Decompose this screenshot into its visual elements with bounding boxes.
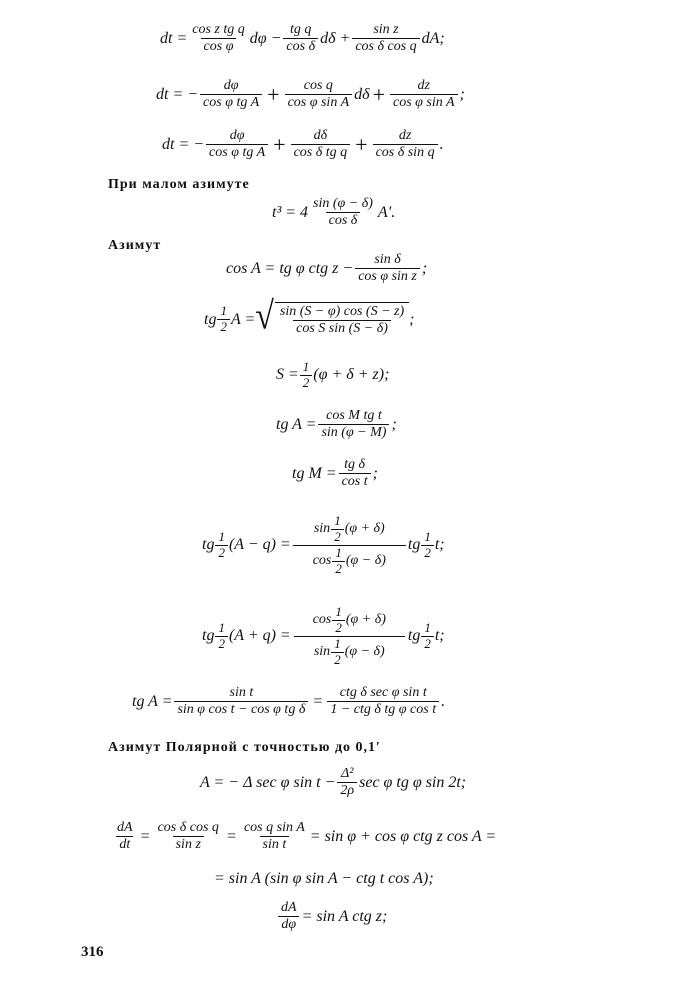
- equation-continuation: = sin A (sin φ sin A − ctg t cos A);: [214, 870, 434, 887]
- fraction: $\frac{\text{tg δ}}{\text{cos t}}$: [339, 457, 371, 490]
- equation-s: S = $\frac{1}{2}$ (φ + δ + z);: [276, 359, 390, 390]
- fraction: $\frac{1}{2}$: [421, 621, 434, 652]
- equation-t-cubed: t³ = 4 $\frac{\sin (\varphi - \delta)}{\text{cos δ}}$ A′.: [272, 196, 396, 229]
- fraction: $\frac{1}{2}$: [331, 514, 344, 545]
- fraction: $\frac{1}{2}$: [215, 530, 228, 561]
- fraction: $\frac{dz}{\text{cos δ sin q}}$: [373, 128, 438, 161]
- equation-tg-a-full: tg A = $\frac{\text{sin t}}{\text{sin φ cos t − cos φ tg δ}}$ = $\frac{\text{ctg δ sec φ sin t}}{\text{1 − ctg δ tg φ cos t}}$ .: [132, 685, 446, 718]
- heading-small-azimuth: При малом азимуте: [108, 177, 250, 192]
- fraction: $\frac{d\varphi}{\text{cos φ tg A}}$: [206, 128, 268, 161]
- fraction: $\frac{1}{2}$: [217, 304, 230, 335]
- fraction: $\frac{1}{2}$: [215, 621, 228, 652]
- fraction: $\frac{\text{sin z}}{\text{cos δ cos q}}$: [352, 22, 419, 55]
- fraction: $\frac{1}{2}$: [421, 530, 434, 561]
- fraction: $\frac{\sin (S - \varphi) \cos (S - z)}{\text{cos S sin (S − δ)}}$: [279, 304, 405, 337]
- fraction: $\frac{\text{cos M tg t}}{\sin (\varphi - M)}$: [318, 408, 389, 441]
- fraction: $\frac{\text{sin t}}{\text{sin φ cos t − cos φ tg δ}}$: [174, 685, 308, 718]
- equation-da-dt: $\frac{dA}{dt}$ = $\frac{\text{cos δ cos q}}{\text{sin z}}$ = $\frac{\text{cos q sin A}}{\text{sin t}}$ = sin φ + cos φ ctg z cos A =: [112, 820, 496, 853]
- equation-tg-half-a: tg $\frac{1}{2}$ A = √ $\frac{\sin (S - \varphi) \cos (S - z)}{\text{cos S sin (S − δ)}}$ ;: [204, 295, 415, 338]
- fraction: $\frac{\text{sin δ}}{\text{cos φ sin z}}$: [355, 252, 420, 285]
- heading-polar-azimuth: Азимут Полярной с точностью до 0,1′: [108, 740, 381, 755]
- fraction: $\frac{1}{2}$: [332, 605, 345, 636]
- fraction: $\frac{\text{cos q sin A}}{\text{sin t}}$: [243, 820, 305, 853]
- fraction: $\frac{\text{ctg δ sec φ sin t}}{\text{1 − ctg δ tg φ cos t}}$: [327, 685, 439, 718]
- fraction: $\frac{1}{2}$: [332, 546, 345, 577]
- equation-dt-2: dt = − $\frac{d\varphi}{\text{cos φ tg A}}$ + $\frac{\text{cos q}}{\text{cos φ sin A}}$ dδ + $\frac{dz}{\text{cos φ sin A}}$ ;: [156, 78, 465, 111]
- equation-tg-a-m: tg A = $\frac{\text{cos M tg t}}{\sin (\varphi - M)}$ ;: [276, 408, 397, 441]
- fraction: $\frac{\sin (\varphi - \delta)}{\text{cos δ}}$: [313, 196, 373, 229]
- fraction: $\frac{d\delta}{\text{cos δ tg q}}$: [291, 128, 351, 161]
- fraction: $\frac{d\varphi}{\text{cos φ tg A}}$: [200, 78, 262, 111]
- fraction: $\frac{\text{cos z tg q}}{\text{cos φ}}$: [192, 22, 245, 55]
- fraction: $\frac{dA}{dt}$: [117, 820, 133, 853]
- fraction: sin $\frac{1}{2}$ (φ + δ) cos $\frac{1}{2}$ (φ − δ): [293, 514, 406, 577]
- square-root: √ $\frac{\sin (S - \varphi) \cos (S - z)}{\text{cos S sin (S − δ)}}$: [255, 302, 409, 337]
- heading-azimuth: Азимут: [108, 238, 162, 253]
- fraction: $\frac{dA}{d\varphi}$: [278, 900, 300, 933]
- equation-dt-3: dt = − $\frac{d\varphi}{\text{cos φ tg A}}$ + $\frac{d\delta}{\text{cos δ tg q}}$ + $\frac{dz}{\text{cos δ sin q}}$ .: [162, 128, 444, 161]
- fraction: $\frac{\text{cos q}}{\text{cos φ sin A}}$: [285, 78, 353, 111]
- equation-tg-half-a-minus-q: tg $\frac{1}{2}$ (A − q) = sin $\frac{1}{2}$ (φ + δ) cos $\frac{1}{2}$ (φ − δ) tg $\frac{1}{2}$ t;: [202, 513, 445, 576]
- fraction: $\frac{1}{2}$: [331, 637, 344, 668]
- equation-tg-half-a-plus-q: tg $\frac{1}{2}$ (A + q) = cos $\frac{1}{2}$ (φ + δ) sin $\frac{1}{2}$ (φ − δ) tg $\frac{1}{2}$ t;: [202, 604, 445, 667]
- equation-tg-m: tg M = $\frac{\text{tg δ}}{\text{cos t}}$ ;: [292, 457, 378, 490]
- equation-polar-a: A = − Δ sec φ sin t − $\frac{\text{Δ²}}{2\rho}$ sec φ tg φ sin 2t;: [200, 766, 467, 799]
- fraction: $\frac{1}{2}$: [300, 360, 313, 391]
- fraction: $\frac{\text{cos δ cos q}}{\text{sin z}}$: [157, 820, 219, 853]
- page-number: 316: [81, 944, 104, 960]
- fraction: $\frac{\text{tg q}}{\text{cos δ}}$: [283, 22, 318, 55]
- fraction: $\frac{\text{Δ²}}{2\rho}$: [337, 766, 357, 799]
- equation-cos-a: cos A = tg φ ctg z − $\frac{\text{sin δ}}{\text{cos φ sin z}}$ ;: [226, 252, 428, 285]
- fraction: $\frac{dz}{\text{cos φ sin A}}$: [390, 78, 458, 111]
- fraction: cos $\frac{1}{2}$ (φ + δ) sin $\frac{1}{2}$ (φ − δ): [293, 605, 406, 668]
- equation-dt-1: dt = $\frac{\text{cos z tg q}}{\text{cos φ}}$ dφ − $\frac{\text{tg q}}{\text{cos δ}}$ dδ + $\frac{\text{sin z}}{\text{cos δ cos q}}$ dA;: [160, 22, 445, 55]
- equation-da-dphi: $\frac{dA}{d\varphi}$ = sin A ctg z;: [276, 900, 387, 933]
